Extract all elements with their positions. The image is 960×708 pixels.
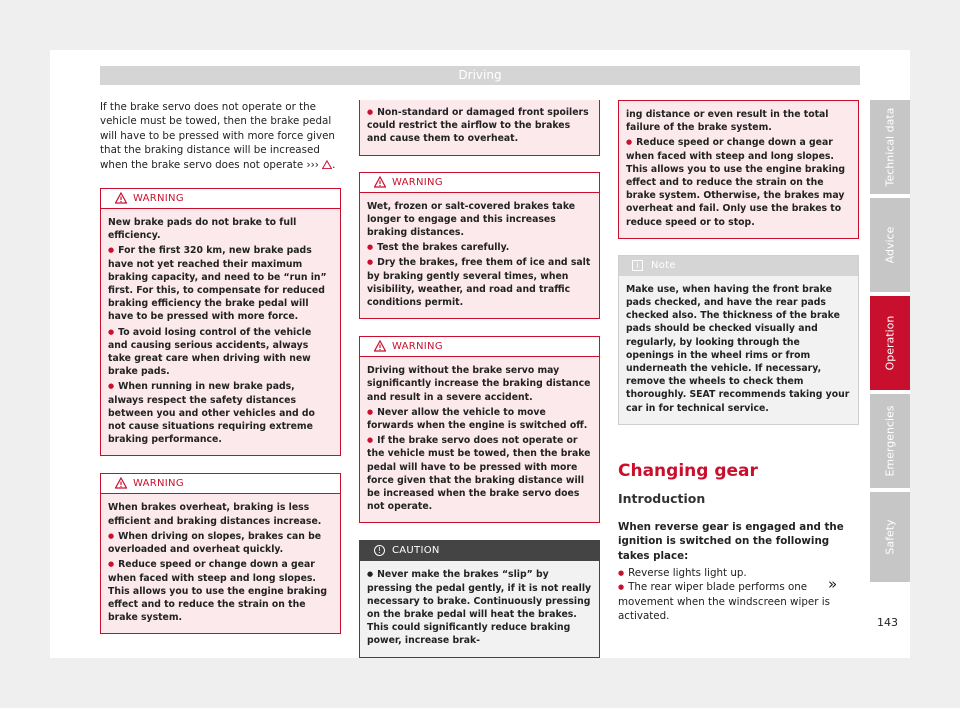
tab-emergencies[interactable]: [870, 394, 910, 488]
warning-body: [360, 357, 599, 522]
list-item: ● The rear wiper blade performs one movement when the windscreen wiper is activated.: [618, 580, 859, 623]
page-number: 143: [877, 616, 898, 629]
tab-label: Emergencies: [883, 405, 897, 477]
warning-box-new-pads: [100, 188, 341, 456]
list-item: ● Reverse lights light up.: [618, 566, 859, 580]
warning-body: [360, 100, 599, 155]
caution-box: [359, 540, 600, 657]
warning-body: [101, 494, 340, 633]
note-text: Make use, when having the front brake pads checked, and have the rear pads checked also. The thickness of the brake pads should be checked visually and regularly, by looking through the openings in the wheel rims or from underneath the vehicle. If necessary, remove the wheels to check them thoroughly. SEAT recommends taking your car in for technical service.: [626, 283, 850, 414]
warning-header: [101, 474, 340, 494]
warning-bullet: ● When driving on slopes, brakes can be overloaded and overheat quickly.: [108, 530, 333, 556]
warning-box-continued: [359, 100, 600, 156]
warning-body: [360, 193, 599, 319]
warning-box-wet-brakes: [359, 172, 600, 320]
warning-lead: Driving without the brake servo may significantly increase the braking distance and result in a severe accident.: [367, 365, 591, 403]
warning-header: [360, 173, 599, 193]
tab-operation[interactable]: [870, 296, 910, 390]
warning-header: [360, 337, 599, 357]
info-icon: i: [632, 260, 643, 271]
warning-lead: Wet, frozen or salt-covered brakes take longer to engage and this increases braking distances.: [367, 200, 576, 239]
continued-text: ing distance or even result in the total failure of the brake system.: [626, 109, 829, 134]
section-intro: When reverse gear is engaged and the ignition is switched on the following takes place:: [618, 520, 844, 562]
caution-body: [360, 561, 599, 656]
page-header: Driving: [100, 66, 860, 85]
warning-bullet: ● For the first 320 km, new brake pads have not yet reached their maximum braking capacity, and need to be “run in” first. For this, to compensate for reduced braking efficiency the brake pedal will have to be pressed with more force.: [108, 244, 333, 323]
caution-bullet: ● Reduce speed or change down a gear when faced with steep and long slopes. This allows you to use the engine braking effect and to reduce the strain on the brake system. Otherwise, the brakes may overheat and fail. Only use the brakes to reduce speed or to stop.: [626, 136, 851, 228]
warning-icon: [374, 340, 386, 352]
tab-safety[interactable]: [870, 492, 910, 582]
column-left: [100, 100, 341, 634]
warning-label: WARNING: [392, 341, 443, 353]
warning-body: [101, 209, 340, 455]
warning-label: WARNING: [133, 193, 184, 205]
note-body: [619, 276, 858, 424]
warning-bullet: ● Reduce speed or change down a gear when faced with steep and long slopes. This allows you to use the engine braking effect and to reduce the strain on the brake system.: [108, 558, 333, 624]
warning-icon: [115, 192, 127, 204]
caution-header: [360, 541, 599, 561]
warning-bullet: ● When running in new brake pads, always respect the safety distances between you and other vehicles and do not cause situations requiring extreme braking performance.: [108, 380, 333, 446]
caution-body: [619, 101, 858, 238]
warning-lead: New brake pads do not brake to full efficiency.: [108, 217, 297, 242]
warning-bullet: ● If the brake servo does not operate or the vehicle must be towed, then the brake pedal will have to be pressed with more force given that the braking distance will be increased when the brake servo does not operate.: [367, 434, 592, 513]
warning-bullet: ● To avoid losing control of the vehicle and causing serious accidents, always take great care when driving with new brake pads.: [108, 326, 333, 379]
intro-text: If the brake servo does not operate or the vehicle must be towed, then the brake pedal will have to be pressed with more force given that the braking distance will be increased when the brake servo does not operate: [100, 101, 335, 171]
warning-lead: When brakes overheat, braking is less efficient and braking distances increase.: [108, 502, 322, 527]
caution-label: CAUTION: [392, 545, 440, 557]
warning-label: WARNING: [392, 176, 443, 188]
warning-header: [101, 189, 340, 209]
warning-icon: [374, 176, 386, 188]
tab-label: Operation: [883, 315, 897, 371]
tab-label: Advice: [883, 226, 897, 264]
intro-paragraph: If the brake servo does not operate or the vehicle must be towed, then the brake pedal will have to be pressed with more force given that the braking distance will be increased when the brake servo does not operate ››› .: [100, 101, 336, 171]
caution-bullet: ● Never make the brakes “slip” by pressing the pedal gently, if it is not really necessary to brake. Continuously pressing on the brake pedal will heat the brakes. This could significantly reduce braking power, increase brak-: [367, 568, 592, 647]
note-header: [619, 256, 858, 276]
tab-label: Technical data: [883, 107, 897, 187]
column-right: [618, 100, 859, 624]
warning-bullet: ● Test the brakes carefully.: [367, 241, 592, 254]
warning-box-overheat: [100, 473, 341, 634]
section-subtitle: Introduction: [618, 490, 706, 506]
caution-icon: !: [374, 545, 385, 556]
note-label: Note: [651, 259, 676, 271]
note-box: [618, 255, 859, 425]
tab-label: Safety: [883, 519, 897, 555]
warning-bullet: ● Dry the brakes, free them of ice and salt by braking gently several times, when visibility, weather, and road and traffic conditions permit.: [367, 256, 592, 309]
warning-bullet: ● Never allow the vehicle to move forwards when the engine is switched off.: [367, 406, 592, 432]
tab-technical-data[interactable]: [870, 100, 910, 194]
warning-icon: [322, 160, 332, 169]
warning-label: WARNING: [133, 478, 184, 490]
caution-box-continued: [618, 100, 859, 239]
next-page-arrow[interactable]: »: [828, 575, 838, 593]
tab-advice[interactable]: [870, 198, 910, 292]
section-title: Changing gear: [618, 460, 758, 481]
warning-icon: [115, 477, 127, 489]
warning-box-brake-servo: [359, 336, 600, 523]
column-middle: [359, 100, 600, 658]
warning-bullet: ● Non-standard or damaged front spoilers could restrict the airflow to the brakes and cause them to overheat.: [367, 106, 592, 146]
reference-arrows-link[interactable]: ›››: [306, 158, 319, 171]
